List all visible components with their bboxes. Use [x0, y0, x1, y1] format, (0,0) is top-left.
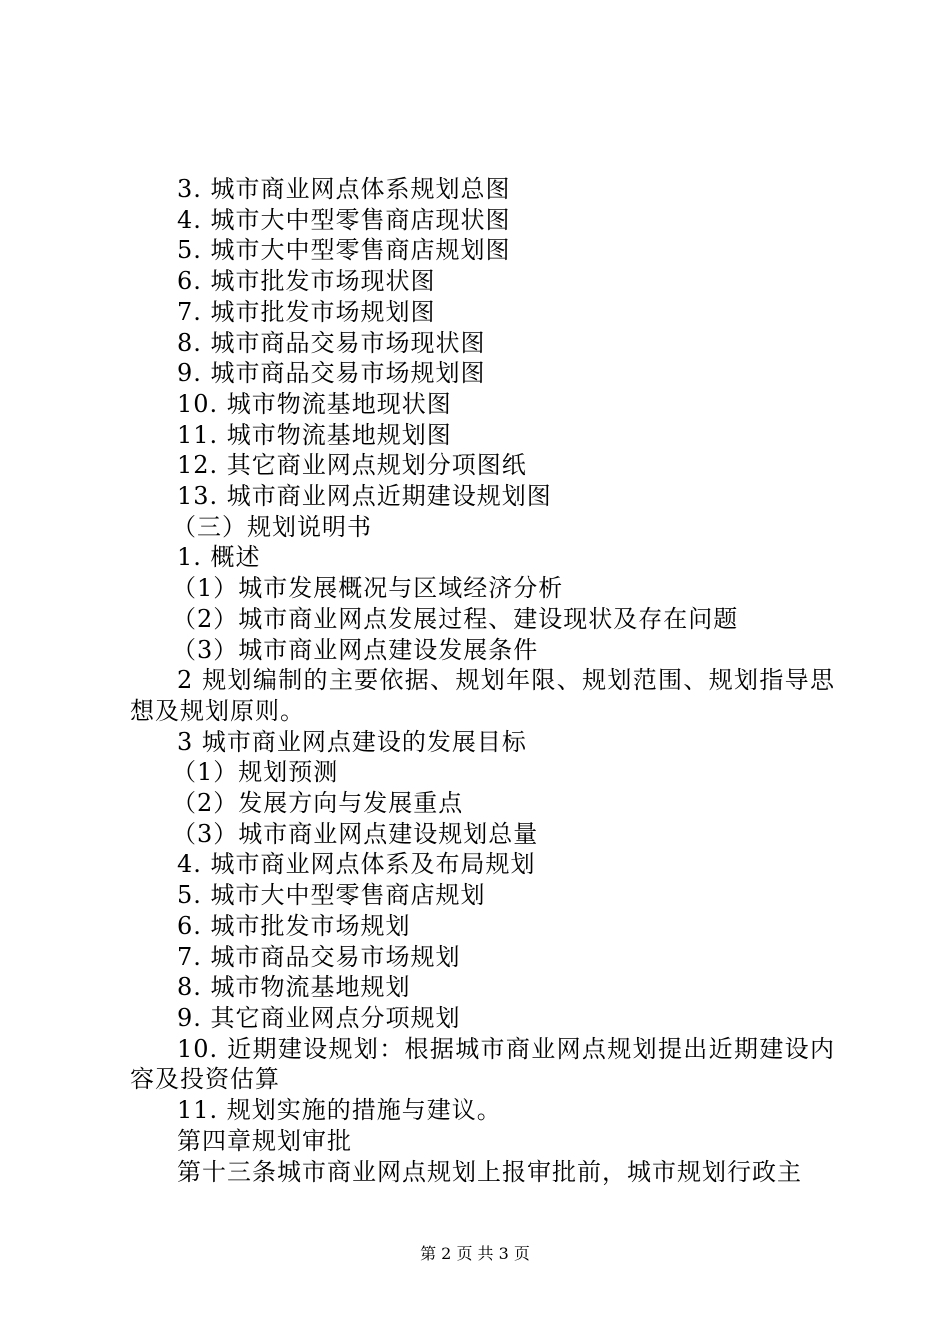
list-item: 6. 城市批发市场现状图 — [177, 267, 436, 296]
list-item: 5. 城市大中型零售商店规划图 — [177, 236, 511, 265]
paragraph: 2 规划编制的主要依据、规划年限、规划范围、规划指导思想及规划原则。 — [130, 666, 835, 725]
list-item: 13. 城市商业网点近期建设规划图 — [177, 482, 552, 511]
list-item: （3）城市商业网点建设规划总量 — [172, 819, 539, 848]
list-item: （1）规划预测 — [172, 758, 339, 787]
list-item: 11. 规划实施的措施与建议。 — [177, 1096, 502, 1125]
list-item: 7. 城市批发市场规划图 — [177, 297, 436, 326]
list-item: （3）城市商业网点建设发展条件 — [172, 635, 539, 664]
section-heading: （三）规划说明书 — [172, 512, 372, 541]
list-item: 6. 城市批发市场规划 — [177, 911, 411, 940]
list-item: 7. 城市商品交易市场规划 — [177, 942, 461, 971]
list-item: 10. 城市物流基地现状图 — [177, 389, 452, 418]
page-number: 第 2 页 共 3 页 — [420, 1244, 530, 1263]
list-item: 3 城市商业网点建设的发展目标 — [177, 727, 527, 756]
list-item: 5. 城市大中型零售商店规划 — [177, 881, 486, 910]
list-item: 11. 城市物流基地规划图 — [177, 420, 452, 449]
chapter-heading: 第四章规划审批 — [177, 1126, 352, 1155]
list-item: 4. 城市大中型零售商店现状图 — [177, 205, 511, 234]
paragraph: 10. 近期建设规划：根据城市商业网点规划提出近期建设内容及投资估算 — [130, 1034, 835, 1094]
list-item: 12. 其它商业网点规划分项图纸 — [177, 451, 527, 480]
list-item: （1）城市发展概况与区域经济分析 — [172, 574, 564, 603]
list-item: （2）发展方向与发展重点 — [172, 789, 464, 818]
list-item: 8. 城市物流基地规划 — [177, 973, 411, 1002]
list-item: 9. 其它商业网点分项规划 — [177, 1003, 461, 1032]
list-item: （2）城市商业网点发展过程、建设现状及存在问题 — [172, 604, 739, 633]
list-item: 1. 概述 — [177, 543, 261, 572]
list-item: 3. 城市商业网点体系规划总图 — [177, 175, 511, 203]
list-item: 9. 城市商品交易市场规划图 — [177, 359, 486, 388]
document-body — [130, 174, 835, 1187]
list-item: 4. 城市商业网点体系及布局规划 — [177, 850, 536, 879]
paragraph: 第十三条城市商业网点规划上报审批前，城市规划行政主 — [177, 1157, 802, 1186]
list-item: 8. 城市商品交易市场现状图 — [177, 328, 486, 357]
